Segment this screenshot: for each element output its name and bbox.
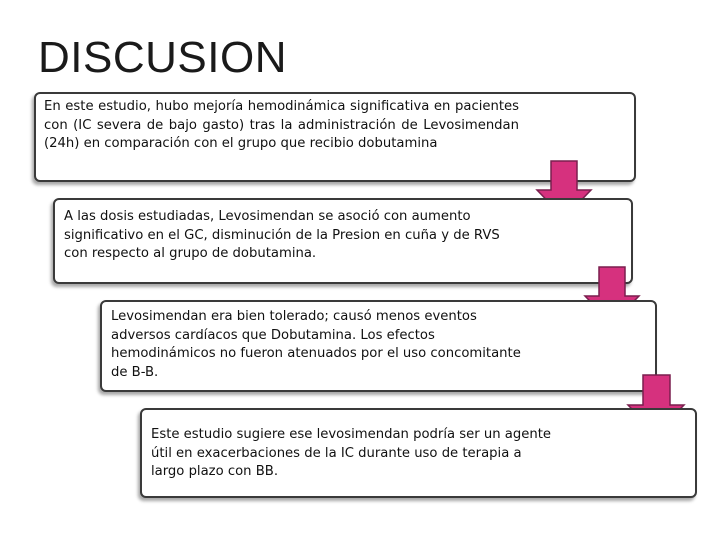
step-text-4: Este estudio sugiere ese levosimendan podría ser un agente útil en exacerbaciones de la IC durante uso de terapia a largo plazo con BB. bbox=[151, 427, 551, 480]
step-box-3 bbox=[100, 300, 657, 392]
step-text-2: A las dosis estudiadas, Levosimendan se asoció con aumento significativo en el GC, disminución de la Presion en cuña y de RVS con respecto al grupo de dobutamina. bbox=[64, 209, 500, 262]
step-box-2 bbox=[53, 198, 633, 284]
step-text-1: En este estudio, hubo mejoría hemodinámica significativa en pacientes con (IC severa de bajo gasto) tras la administración de Levosimendan (24h) en comparación con el grupo que recibio dobutamina bbox=[44, 99, 519, 152]
step-box-4 bbox=[140, 408, 697, 498]
step-text-3: Levosimendan era bien tolerado; causó menos eventos adversos cardíacos que Dobutamina. Los efectos hemodinámicos no fueron atenuados por el uso concomitante de B-B. bbox=[111, 309, 521, 380]
slide-title: DISCUSION bbox=[38, 33, 287, 82]
